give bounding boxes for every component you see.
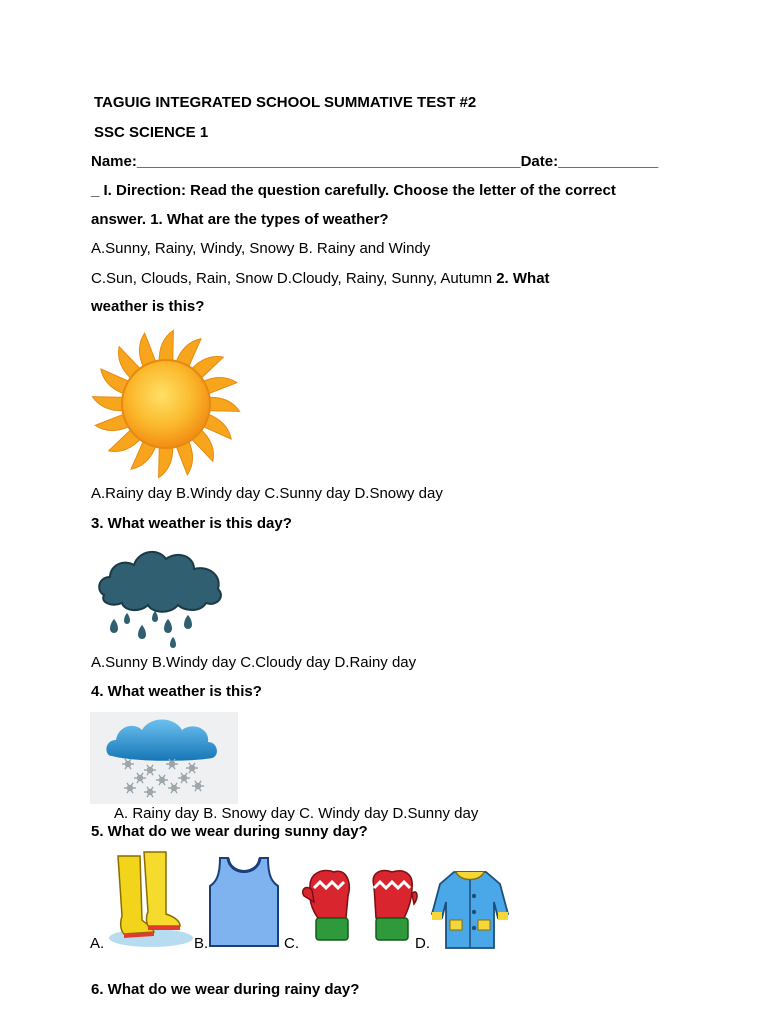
sun-ray [159, 330, 173, 362]
sun-icon [90, 328, 242, 480]
rain-boots-icon [106, 850, 196, 950]
q4-choices: A. Rainy day B. Snowy day C. Windy day D.Sunny day [114, 805, 479, 822]
q3-choices: A.Sunny B.Windy day C.Cloudy day D.Rainy day [91, 654, 417, 671]
q2-choices: A.Rainy day B.Windy day C.Sunny day D.Snowy day [91, 485, 443, 502]
mittens-icon [300, 866, 418, 948]
sun-ray [92, 397, 124, 411]
q5-question: 5. What do we wear during sunny day? [91, 823, 368, 840]
direction-line-2: answer. 1. What are the types of weather? [91, 211, 389, 228]
q5-label-a: A. [90, 935, 105, 952]
q5-label-d: D. [415, 935, 430, 952]
sun-ray [207, 397, 239, 411]
q1-choices-line-2 [91, 270, 550, 288]
tank-top-icon [208, 856, 280, 948]
sun-ray [159, 445, 173, 477]
q1-choices-text: C.Sun, Clouds, Rain, Snow D.Cloudy, Rainy, Sunny, Autumn [91, 270, 493, 287]
q3-question: 3. What weather is this day? [91, 515, 292, 532]
q2-question-end: weather is this? [91, 298, 205, 315]
q1-choices-line-1: A.Sunny, Rainy, Windy, Snowy B. Rainy and Windy [91, 240, 431, 257]
snow-cloud-icon [90, 712, 238, 804]
q2-question-start: 2. What [496, 270, 550, 287]
direction-line-1: _ I. Direction: Read the question carefully. Choose the letter of the correct [91, 182, 616, 199]
rain-cloud-icon [96, 545, 226, 651]
winter-coat-icon [430, 868, 510, 950]
q6-question: 6. What do we wear during rainy day? [91, 981, 360, 998]
school-title: TAGUIG INTEGRATED SCHOOL SUMMATIVE TEST #2 [94, 94, 477, 111]
q5-label-b: B. [194, 935, 209, 952]
q5-label-c: C. [284, 935, 299, 952]
q4-question: 4. What weather is this? [91, 683, 262, 700]
subject-title: SSC SCIENCE 1 [94, 124, 209, 141]
name-date-line: Name:______________________________________________Date:____________ [91, 153, 659, 170]
